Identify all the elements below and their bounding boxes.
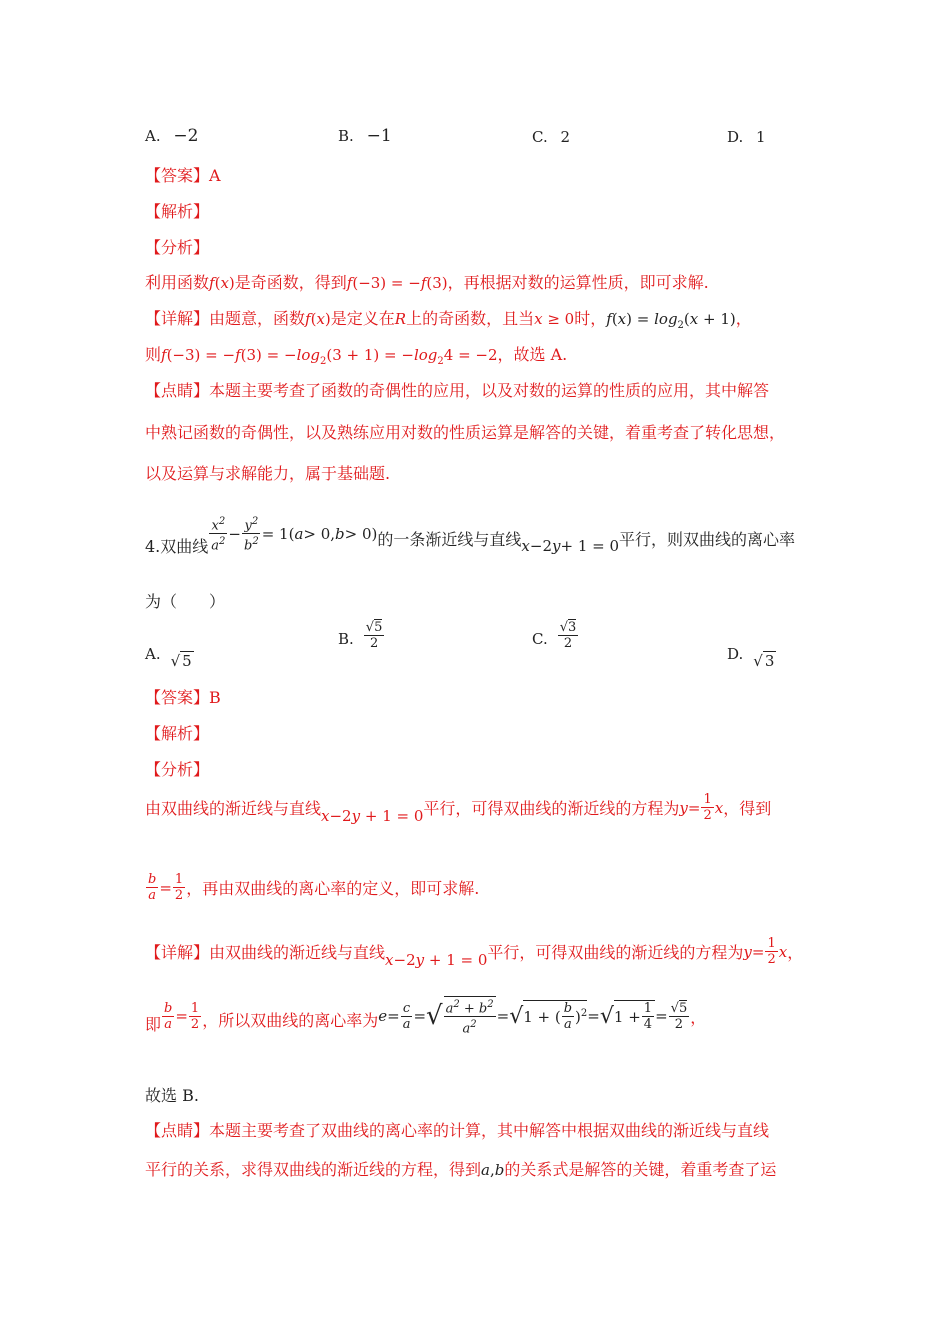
q4-dianjing-line2: 平行的关系，求得双曲线的渐近线的方程，得到a,b的关系式是解答的关键，着重考查了运 (145, 1160, 777, 1179)
option-d: D. 1 (727, 128, 766, 146)
q3-fenxi-text: 利用函数f(x)是奇函数，得到f(−3) = −f(3)，再根据对数的运算性质，即可求解. (145, 273, 709, 292)
q3-dianjing-line2: 中熟记函数的奇偶性，以及熟练应用对数的性质运算是解答的关键，着重考查了转化思想， (145, 423, 786, 442)
hyperbola-equation: $\frac{x^2}{a^2}$ − $\frac{y^2}{b^2}$ = 1( a > 0, b > 0) (211, 515, 378, 554)
q4-stem: 4.双曲线 $\frac{x^2}{a^2}$ − $\frac{y^2}{b^2}$ = 1( a > 0, b > 0) 的一条渐近线与直线 x −2 y + 1 = 0 平行，则双曲线的离心率 (145, 515, 796, 556)
q3-detail-line2: 则$f(-3) = -f(3) = -\log_2(3 + 1) = -\log_24 = -2$，故选 A. (145, 345, 568, 368)
q3-fenxi-label: 【分析】 (145, 238, 210, 257)
q4-fenxi-line2: $\frac{b}{a}$ = $\frac{1}{2}$ ，再由双曲线的离心率的定义，即可求解. (148, 872, 480, 903)
q3-dianjing-line1: 【点睛】本题主要考查了函数的奇偶性的应用，以及对数的运算的性质的应用，其中解答 (145, 381, 770, 400)
q3-detail-line1: 【详解】由题意，函数f(x)是定义在R上的奇函数，且当x ≥ 0时，$f(x) = \log_2(x + 1)$， (145, 309, 752, 332)
q4-option-b: B. $\frac{√5}{2}$ (338, 620, 383, 651)
q4-detail-line1: 【详解】 由双曲线的渐近线与直线 x−2y + 1 = 0 平行，可得双曲线的渐近线的方程为 y = $\frac{1}{2}$ x ， (145, 936, 804, 969)
option-a: A. −2 (145, 126, 199, 146)
q4-fenxi-line1: 由双曲线的渐近线与直线 x−2y + 1 = 0 平行，可得双曲线的渐近线的方程为 y = $\frac{1}{2}$ x ，得到 (145, 792, 772, 825)
q4-fenxi-label: 【分析】 (145, 760, 210, 779)
q4-option-a: A. √ 5 (145, 644, 192, 670)
sqrt-icon: √ 5 (170, 652, 192, 670)
option-b-value: −1 (366, 126, 392, 146)
q4-detail-line2: 即 $\frac{b}{a}$ = $\frac{1}{2}$ ，所以双曲线的离心率为 e = $\frac{c}{a}$ = √ $\frac{a^2 + b^2}{a^2}$ = √ 1 + ( $\frac{b}{a}$ )$^2$ = √ 1 + $\frac{1}{4}$ = $\frac{√5}{2}$ ， (145, 996, 706, 1037)
q4-option-d: D. √ 3 (727, 644, 775, 670)
option-c: C. 2 (532, 128, 571, 146)
q3-jiexi: 【解析】 (145, 202, 210, 221)
option-d-value: 1 (756, 128, 766, 146)
q4-jiexi: 【解析】 (145, 724, 210, 743)
option-a-value: −2 (173, 126, 199, 146)
sqrt-icon: √ 3 (753, 652, 775, 670)
option-b: B. −1 (338, 126, 392, 146)
q4-stem-line2: 为（ ） (145, 592, 226, 611)
q3-answer: 【答案】A (145, 166, 221, 185)
option-c-value: 2 (560, 128, 571, 146)
q3-dianjing-line3: 以及运算与求解能力，属于基础题. (145, 464, 391, 483)
q4-answer: 【答案】B (145, 688, 221, 707)
q4-conclude: 故选 B. (145, 1086, 199, 1105)
eccentricity-formula: e = $\frac{c}{a}$ = √ $\frac{a^2 + b^2}{a^2}$ = √ 1 + ( $\frac{b}{a}$ )$^2$ = √ 1 + $\frac{1}{4}$ = $\frac{√5}{2}$ (378, 996, 690, 1037)
q4-dianjing-line1: 【点睛】本题主要考查了双曲线的离心率的计算，其中解答中根据双曲线的渐近线与直线 (145, 1121, 770, 1140)
q4-option-c: C. $\frac{√3}{2}$ (532, 620, 577, 651)
